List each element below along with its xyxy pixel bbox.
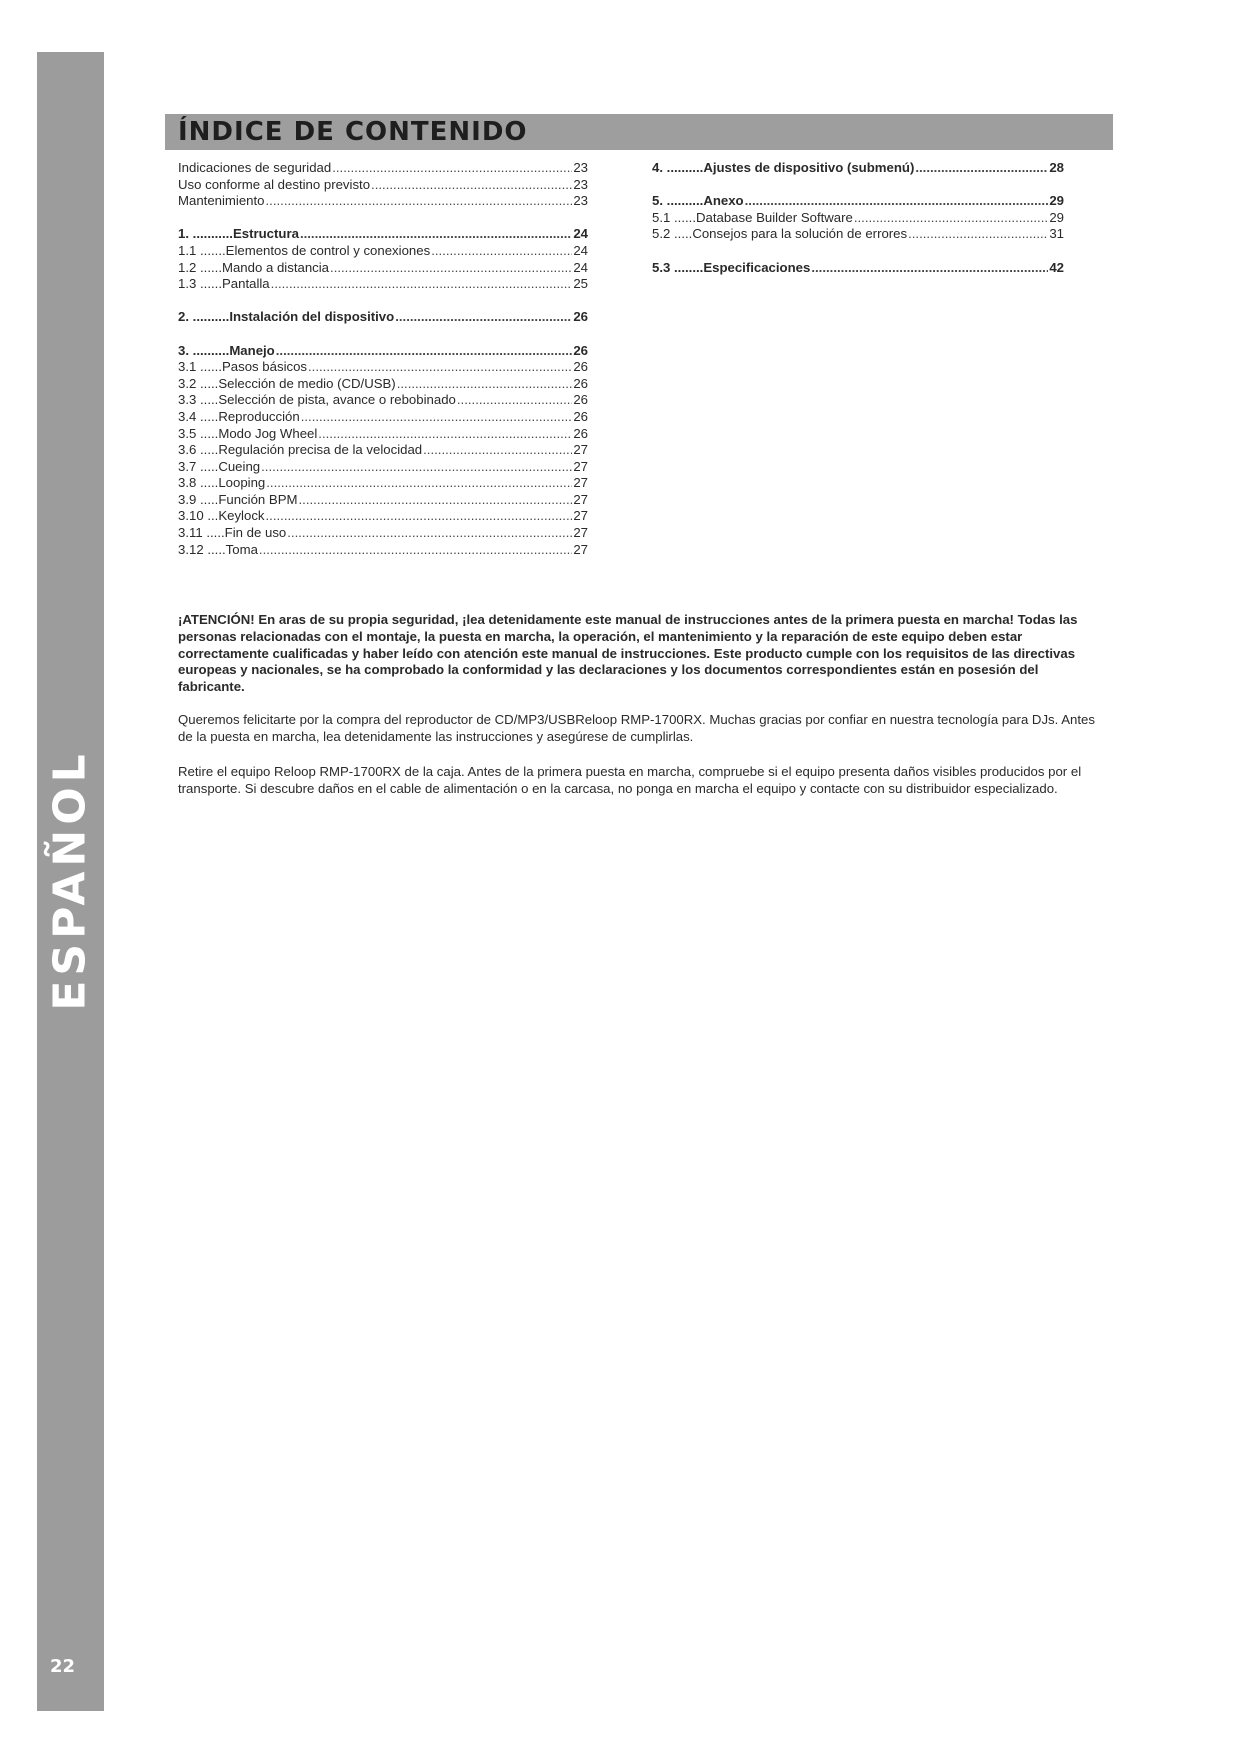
toc-entry-page: 27 <box>573 442 588 458</box>
toc-entry-label: Estructura <box>232 226 299 242</box>
toc-entry-label: Selección de medio (CD/USB) <box>218 375 396 391</box>
toc-dot-leader <box>266 508 573 525</box>
toc-entry-label: Manejo <box>229 342 275 358</box>
toc-entry-page: 28 <box>1049 160 1064 175</box>
toc-entry[interactable] <box>178 193 588 210</box>
toc-entry-label: Anexo <box>703 193 744 209</box>
toc-dot-leader <box>431 243 572 260</box>
toc-entry-page: 27 <box>573 525 588 541</box>
toc-entry-label: Keylock <box>218 508 265 524</box>
toc-entry-page: 26 <box>573 359 588 375</box>
thanks-paragraph: Queremos felicitarte por la compra del reproductor de CD/MP3/USBReloop RMP-1700RX. Muchas gracias por confiar en nuestra tecnología para DJs. Antes de la puesta en marcha, lea detenidamente las instrucciones y asegúrese de cumplirlas. <box>178 712 1095 744</box>
toc-entry-page: 27 <box>573 508 588 524</box>
toc-dot-leader <box>371 177 572 194</box>
toc-dot-leader <box>811 260 1048 277</box>
toc-entry-label: Función BPM <box>218 491 298 507</box>
toc-entry-page: 29 <box>1049 193 1064 209</box>
toc-entry[interactable] <box>178 177 588 194</box>
toc-entry-page: 31 <box>1049 226 1064 242</box>
toc-dot-leader <box>457 392 572 409</box>
unpack-paragraph: Retire el equipo Reloop RMP-1700RX de la caja. Antes de la primera puesta en marcha, compruebe si el equipo presenta daños visibles producidos por el transporte. Si descubre daños en el cable de alimentación o en la carcasa, no ponga en marcha el equipo y contacte con su distribuidor especializado. <box>178 764 1082 796</box>
toc-entry[interactable] <box>178 492 588 509</box>
toc-entry-label: Looping <box>218 475 266 491</box>
toc-entry-page: 27 <box>573 458 588 474</box>
toc-spacer <box>178 210 588 227</box>
toc-entry-label: Consejos para la solución de errores <box>692 226 908 242</box>
toc-entry[interactable] <box>178 426 588 443</box>
toc-entry-number: 3. .......... <box>178 342 230 358</box>
toc-entry[interactable] <box>178 459 588 476</box>
toc-dot-leader <box>259 542 572 559</box>
toc-dot-leader <box>271 276 573 293</box>
toc-entry[interactable] <box>178 260 588 277</box>
toc-entry-number: 3.5 ..... <box>178 425 219 441</box>
toc-entry-page: 24 <box>573 259 588 275</box>
toc-dot-leader <box>330 260 572 277</box>
toc-entry-number: 5.3 ........ <box>652 259 704 275</box>
toc-entry-page: 26 <box>573 342 588 358</box>
toc-entry-number: 2. .......... <box>178 309 230 325</box>
toc-spacer <box>652 177 1064 194</box>
toc-entry-number: 3.10 ... <box>178 508 219 524</box>
toc-entry[interactable] <box>178 409 588 426</box>
page-number: 22 <box>50 1656 76 1677</box>
toc-entry-label: Reproducción <box>218 408 300 424</box>
toc-spacer <box>652 243 1064 260</box>
attention-paragraph: ¡ATENCIÓN! En aras de su propia seguridad, ¡lea detenidamente este manual de instrucciones antes de la primera puesta en marcha! Todas las personas relacionadas con el montaje, la puesta en marcha, la operación, el mantenimiento y la reparación de este equipo deben estar correctamente cualificadas y haber leído con atención este manual de instrucciones. Este producto cumple con los requisitos de las directivas europeas y nacionales, se ha comprobado la conformidad y las declaraciones y los documentos correspondientes están en posesión del fabricante. <box>178 612 1078 695</box>
toc-entry-page: 24 <box>573 226 588 242</box>
toc-right-column <box>652 160 1064 276</box>
toc-entry-page: 27 <box>573 541 588 557</box>
toc-spacer <box>178 326 588 343</box>
language-label: ESPAÑOL <box>44 749 96 1011</box>
toc-dot-leader <box>266 193 573 210</box>
toc-entry-label: Especificaciones <box>703 259 811 275</box>
toc-entry-number: 5.1 ...... <box>652 209 696 225</box>
toc-entry[interactable] <box>178 226 588 243</box>
toc-entry-number: 3.3 ..... <box>178 392 219 408</box>
toc-entry-label: Modo Jog Wheel <box>218 425 318 441</box>
toc-entry-label: Toma <box>225 541 258 557</box>
toc-entry[interactable] <box>178 243 588 260</box>
toc-entry-label: Fin de uso <box>224 525 287 541</box>
toc-dot-leader <box>308 359 572 376</box>
toc-entry-page: 26 <box>573 392 588 408</box>
toc-entry[interactable] <box>178 343 588 360</box>
toc-entry-label: Regulación precisa de la velocidad <box>218 442 423 458</box>
toc-dot-leader <box>397 376 573 393</box>
toc-dot-leader <box>318 426 572 443</box>
toc-entry-number: 3.9 ..... <box>178 491 219 507</box>
toc-entry-label: Cueing <box>218 458 261 474</box>
toc-dot-leader <box>276 343 573 360</box>
toc-entry-number: 4. .......... <box>652 160 704 175</box>
toc-entry[interactable] <box>178 542 588 559</box>
toc-entry[interactable] <box>178 442 588 459</box>
toc-dot-leader <box>332 160 572 177</box>
toc-dot-leader <box>287 525 572 542</box>
toc-entry[interactable] <box>178 525 588 542</box>
toc-dot-leader <box>300 226 572 243</box>
toc-entry-number: 3.12 ..... <box>178 541 226 557</box>
toc-entry-label: Mando a distancia <box>221 259 330 275</box>
toc-entry[interactable] <box>178 160 588 177</box>
toc-dot-leader <box>745 193 1049 210</box>
toc-entry-number: 1.1 ....... <box>178 242 226 258</box>
toc-dot-leader <box>299 492 573 509</box>
toc-entry-label: Database Builder Software <box>695 209 853 225</box>
toc-entry-page: 26 <box>573 408 588 424</box>
toc-entry-number: 5.2 ..... <box>652 226 693 242</box>
toc-entry[interactable] <box>178 359 588 376</box>
toc-entry[interactable] <box>178 475 588 492</box>
toc-dot-leader <box>854 210 1048 227</box>
toc-entry-number: 1.3 ...... <box>178 276 222 292</box>
toc-entry-page: 24 <box>573 242 588 258</box>
page-title: ÍNDICE DE CONTENIDO <box>178 117 528 147</box>
toc-entry-number: 3.8 ..... <box>178 475 219 491</box>
toc-entry-label: Selección de pista, avance o rebobinado <box>218 392 456 408</box>
toc-entry-page: 25 <box>573 276 588 292</box>
toc-spacer <box>178 293 588 310</box>
toc-dot-leader <box>266 475 572 492</box>
toc-entry-label: Ajustes de dispositivo (submenú) <box>703 160 915 175</box>
toc-entry-page: 26 <box>573 375 588 391</box>
toc-dot-leader <box>915 160 1048 177</box>
toc-entry-page: 27 <box>573 491 588 507</box>
toc-entry[interactable] <box>652 226 1064 243</box>
toc-entry-number: 3.1 ...... <box>178 359 222 375</box>
toc-entry-page: 29 <box>1049 209 1064 225</box>
toc-entry-label: Mantenimiento <box>178 193 265 209</box>
toc-entry-number: 1.2 ...... <box>178 259 222 275</box>
toc-entry[interactable] <box>178 276 588 293</box>
toc-entry-number: 1. ........... <box>178 226 233 242</box>
toc-entry-label: Instalación del dispositivo <box>229 309 395 325</box>
toc-dot-leader <box>908 226 1048 243</box>
toc-dot-leader <box>395 309 572 326</box>
toc-entry-number: 5. .......... <box>652 193 704 209</box>
toc-entry-number: 3.11 ..... <box>178 525 225 541</box>
toc-entry[interactable] <box>178 392 588 409</box>
toc-entry-page: 42 <box>1049 259 1064 275</box>
toc-entry-number: 3.7 ..... <box>178 458 219 474</box>
title-bar <box>165 114 1113 150</box>
toc-entry-label: Pantalla <box>221 276 270 292</box>
toc-entry-number: 3.4 ..... <box>178 408 219 424</box>
toc-left-column <box>178 160 588 558</box>
toc-entry-page: 23 <box>573 176 588 192</box>
toc-entry-label: Pasos básicos <box>221 359 308 375</box>
toc-dot-leader <box>261 459 572 476</box>
toc-entry-page: 23 <box>573 160 588 175</box>
toc-entry-page: 23 <box>573 193 588 209</box>
toc-entry-page: 26 <box>573 425 588 441</box>
toc-entry-label: Uso conforme al destino previsto <box>178 176 371 192</box>
toc-entry[interactable] <box>178 508 588 525</box>
toc-entry-page: 27 <box>573 475 588 491</box>
toc-entry[interactable] <box>652 193 1064 210</box>
toc-entry[interactable] <box>178 309 588 326</box>
toc-entry-number: 3.6 ..... <box>178 442 219 458</box>
toc-entry-number: 3.2 ..... <box>178 375 219 391</box>
toc-entry-label: Elementos de control y conexiones <box>225 242 431 258</box>
toc-entry[interactable] <box>652 260 1064 277</box>
toc-entry[interactable] <box>652 160 1064 177</box>
toc-entry-page: 26 <box>573 309 588 325</box>
toc-entry[interactable] <box>178 376 588 393</box>
toc-dot-leader <box>423 442 572 459</box>
toc-entry[interactable] <box>652 210 1064 227</box>
toc-entry-label: Indicaciones de seguridad <box>178 160 332 175</box>
toc-dot-leader <box>301 409 573 426</box>
